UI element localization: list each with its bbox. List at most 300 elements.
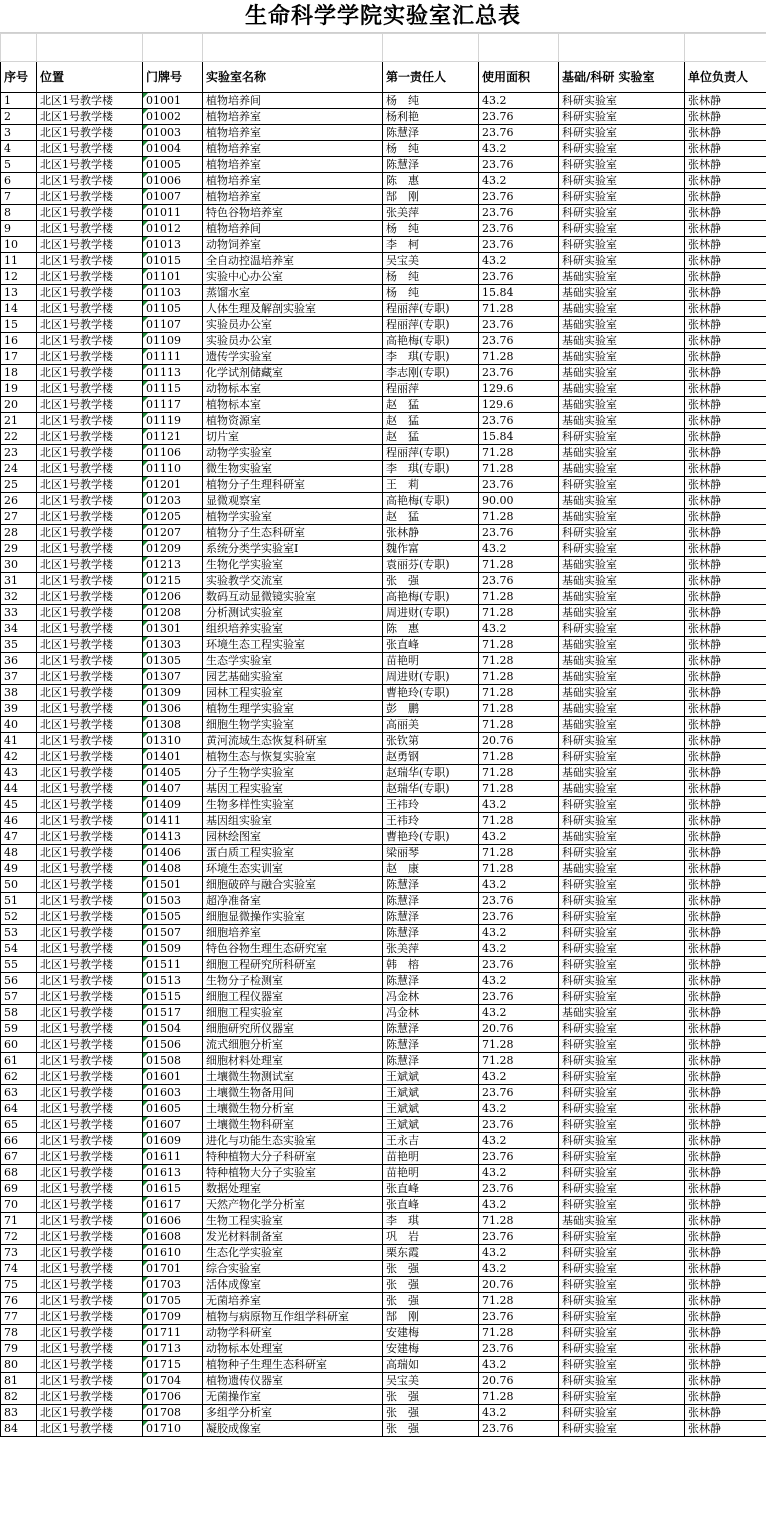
cell-location[interactable]: 北区1号教学楼 (37, 381, 143, 397)
cell-index[interactable]: 65 (1, 1117, 37, 1133)
cell-lab-type[interactable]: 科研实验室 (559, 1069, 685, 1085)
cell-area[interactable]: 23.76 (479, 1085, 559, 1101)
cell-lab-name[interactable]: 植物资源室 (203, 413, 383, 429)
cell-door-number[interactable]: 01209 (143, 541, 203, 557)
cell-location[interactable]: 北区1号教学楼 (37, 1293, 143, 1309)
cell-responsible-person[interactable]: 陈慧泽 (383, 973, 479, 989)
cell-area[interactable]: 43.2 (479, 1357, 559, 1373)
cell-area[interactable]: 20.76 (479, 1373, 559, 1389)
cell-area[interactable]: 71.28 (479, 813, 559, 829)
cell-index[interactable]: 32 (1, 589, 37, 605)
cell-door-number[interactable]: 01015 (143, 253, 203, 269)
cell-area[interactable]: 71.28 (479, 509, 559, 525)
cell-area[interactable]: 43.2 (479, 1005, 559, 1021)
cell-lab-type[interactable]: 基础实验室 (559, 397, 685, 413)
cell-door-number[interactable]: 01605 (143, 1101, 203, 1117)
cell-door-number[interactable]: 01504 (143, 1021, 203, 1037)
cell-lab-name[interactable]: 实验教学交流室 (203, 573, 383, 589)
cell-index[interactable]: 63 (1, 1085, 37, 1101)
cell-location[interactable]: 北区1号教学楼 (37, 1021, 143, 1037)
cell-responsible-person[interactable]: 张美萍 (383, 205, 479, 221)
cell-door-number[interactable]: 01205 (143, 509, 203, 525)
cell-unit-head[interactable]: 张林静 (685, 237, 766, 253)
cell-lab-name[interactable]: 植物培养室 (203, 173, 383, 189)
cell-responsible-person[interactable]: 杨利艳 (383, 109, 479, 125)
cell-index[interactable]: 38 (1, 685, 37, 701)
cell-location[interactable]: 北区1号教学楼 (37, 365, 143, 381)
cell-index[interactable]: 29 (1, 541, 37, 557)
cell-door-number[interactable]: 01508 (143, 1053, 203, 1069)
cell-lab-type[interactable]: 科研实验室 (559, 1245, 685, 1261)
cell-lab-name[interactable]: 动物饲养室 (203, 237, 383, 253)
cell-location[interactable]: 北区1号教学楼 (37, 493, 143, 509)
cell-door-number[interactable]: 01107 (143, 317, 203, 333)
cell-lab-type[interactable]: 科研实验室 (559, 1053, 685, 1069)
cell-location[interactable]: 北区1号教学楼 (37, 253, 143, 269)
cell-lab-type[interactable]: 科研实验室 (559, 957, 685, 973)
cell-index[interactable]: 50 (1, 877, 37, 893)
cell-index[interactable]: 81 (1, 1373, 37, 1389)
cell-lab-name[interactable]: 特色谷物生理生态研究室 (203, 941, 383, 957)
cell-lab-type[interactable]: 科研实验室 (559, 621, 685, 637)
cell-location[interactable]: 北区1号教学楼 (37, 877, 143, 893)
cell-lab-type[interactable]: 科研实验室 (559, 1357, 685, 1373)
cell-lab-name[interactable]: 显微观察室 (203, 493, 383, 509)
cell-responsible-person[interactable]: 张钦第 (383, 733, 479, 749)
cell-unit-head[interactable]: 张林静 (685, 509, 766, 525)
cell-location[interactable]: 北区1号教学楼 (37, 285, 143, 301)
cell-location[interactable]: 北区1号教学楼 (37, 909, 143, 925)
cell-index[interactable]: 27 (1, 509, 37, 525)
cell-index[interactable]: 26 (1, 493, 37, 509)
cell-area[interactable]: 43.2 (479, 829, 559, 845)
cell-area[interactable]: 43.2 (479, 253, 559, 269)
cell-area[interactable]: 71.28 (479, 845, 559, 861)
cell-index[interactable]: 62 (1, 1069, 37, 1085)
cell-lab-name[interactable]: 蛋白质工程实验室 (203, 845, 383, 861)
cell-responsible-person[interactable]: 陈慧泽 (383, 909, 479, 925)
cell-lab-type[interactable]: 科研实验室 (559, 173, 685, 189)
cell-responsible-person[interactable]: 赵 猛 (383, 413, 479, 429)
cell-index[interactable]: 33 (1, 605, 37, 621)
cell-unit-head[interactable]: 张林静 (685, 589, 766, 605)
cell-lab-type[interactable]: 科研实验室 (559, 477, 685, 493)
cell-unit-head[interactable]: 张林静 (685, 605, 766, 621)
cell-responsible-person[interactable]: 张直峰 (383, 1197, 479, 1213)
cell-door-number[interactable]: 01105 (143, 301, 203, 317)
cell-door-number[interactable]: 01711 (143, 1325, 203, 1341)
cell-lab-name[interactable]: 切片室 (203, 429, 383, 445)
cell-responsible-person[interactable]: 高艳梅(专职) (383, 333, 479, 349)
cell-area[interactable]: 23.76 (479, 125, 559, 141)
cell-index[interactable]: 22 (1, 429, 37, 445)
cell-area[interactable]: 20.76 (479, 1277, 559, 1293)
header-cell-location[interactable]: 位置 (37, 62, 143, 93)
cell-area[interactable]: 23.76 (479, 333, 559, 349)
cell-location[interactable]: 北区1号教学楼 (37, 1149, 143, 1165)
cell-location[interactable]: 北区1号教学楼 (37, 221, 143, 237)
cell-lab-name[interactable]: 凝胶成像室 (203, 1421, 383, 1437)
cell-unit-head[interactable]: 张林静 (685, 541, 766, 557)
cell-location[interactable]: 北区1号教学楼 (37, 765, 143, 781)
cell-area[interactable]: 71.28 (479, 1293, 559, 1309)
cell-lab-type[interactable]: 科研实验室 (559, 1389, 685, 1405)
cell-index[interactable]: 83 (1, 1405, 37, 1421)
cell-lab-name[interactable]: 土壤微生物分析室 (203, 1101, 383, 1117)
cell-lab-type[interactable]: 科研实验室 (559, 813, 685, 829)
cell-unit-head[interactable]: 张林静 (685, 749, 766, 765)
cell-lab-name[interactable]: 植物分子生理科研室 (203, 477, 383, 493)
cell-responsible-person[interactable]: 程丽萍 (383, 381, 479, 397)
cell-door-number[interactable]: 01708 (143, 1405, 203, 1421)
cell-location[interactable]: 北区1号教学楼 (37, 1357, 143, 1373)
cell-lab-type[interactable]: 基础实验室 (559, 573, 685, 589)
cell-lab-name[interactable]: 细胞工程仪器室 (203, 989, 383, 1005)
cell-unit-head[interactable]: 张林静 (685, 1325, 766, 1341)
cell-door-number[interactable]: 01106 (143, 445, 203, 461)
cell-index[interactable]: 76 (1, 1293, 37, 1309)
cell-lab-name[interactable]: 细胞生物学实验室 (203, 717, 383, 733)
cell-index[interactable]: 11 (1, 253, 37, 269)
cell-responsible-person[interactable]: 张 强 (383, 1277, 479, 1293)
cell-area[interactable]: 71.28 (479, 1053, 559, 1069)
cell-location[interactable]: 北区1号教学楼 (37, 973, 143, 989)
cell-door-number[interactable]: 01113 (143, 365, 203, 381)
cell-area[interactable]: 71.28 (479, 765, 559, 781)
cell-unit-head[interactable]: 张林静 (685, 173, 766, 189)
cell-area[interactable]: 15.84 (479, 429, 559, 445)
cell-lab-type[interactable]: 科研实验室 (559, 1149, 685, 1165)
cell-area[interactable]: 71.28 (479, 461, 559, 477)
cell-lab-type[interactable]: 科研实验室 (559, 253, 685, 269)
cell-lab-name[interactable]: 特种植物大分子科研室 (203, 1149, 383, 1165)
cell-responsible-person[interactable]: 陈慧泽 (383, 877, 479, 893)
cell-responsible-person[interactable]: 张美萍 (383, 941, 479, 957)
cell-unit-head[interactable]: 张林静 (685, 1261, 766, 1277)
cell-unit-head[interactable]: 张林静 (685, 717, 766, 733)
cell-door-number[interactable]: 01611 (143, 1149, 203, 1165)
cell-lab-type[interactable]: 基础实验室 (559, 861, 685, 877)
cell-responsible-person[interactable]: 王斌斌 (383, 1069, 479, 1085)
cell-location[interactable]: 北区1号教学楼 (37, 1213, 143, 1229)
cell-lab-type[interactable]: 基础实验室 (559, 285, 685, 301)
cell-door-number[interactable]: 01704 (143, 1373, 203, 1389)
cell-responsible-person[interactable]: 赵瑞华(专职) (383, 781, 479, 797)
cell-door-number[interactable]: 01408 (143, 861, 203, 877)
cell-lab-type[interactable]: 科研实验室 (559, 733, 685, 749)
cell-responsible-person[interactable]: 曹艳玲(专职) (383, 829, 479, 845)
cell-lab-type[interactable]: 科研实验室 (559, 125, 685, 141)
cell-area[interactable]: 23.76 (479, 957, 559, 973)
cell-lab-type[interactable]: 基础实验室 (559, 685, 685, 701)
cell-location[interactable]: 北区1号教学楼 (37, 1309, 143, 1325)
cell-lab-name[interactable]: 植物与病原物互作组学科研室 (203, 1309, 383, 1325)
cell-location[interactable]: 北区1号教学楼 (37, 621, 143, 637)
cell-lab-name[interactable]: 植物生态与恢复实验室 (203, 749, 383, 765)
cell-index[interactable]: 2 (1, 109, 37, 125)
cell-unit-head[interactable]: 张林静 (685, 1005, 766, 1021)
cell-unit-head[interactable]: 张林静 (685, 861, 766, 877)
cell-lab-type[interactable]: 基础实验室 (559, 269, 685, 285)
cell-area[interactable]: 71.28 (479, 701, 559, 717)
cell-lab-name[interactable]: 园林绘图室 (203, 829, 383, 845)
cell-lab-type[interactable]: 基础实验室 (559, 1005, 685, 1021)
cell-lab-type[interactable]: 科研实验室 (559, 1085, 685, 1101)
cell-responsible-person[interactable]: 李志刚(专职) (383, 365, 479, 381)
cell-area[interactable]: 71.28 (479, 1325, 559, 1341)
cell-index[interactable]: 58 (1, 1005, 37, 1021)
cell-location[interactable]: 北区1号教学楼 (37, 1069, 143, 1085)
cell-door-number[interactable]: 01203 (143, 493, 203, 509)
cell-responsible-person[interactable]: 张 强 (383, 1389, 479, 1405)
cell-unit-head[interactable]: 张林静 (685, 525, 766, 541)
cell-index[interactable]: 9 (1, 221, 37, 237)
cell-index[interactable]: 7 (1, 189, 37, 205)
cell-lab-type[interactable]: 科研实验室 (559, 429, 685, 445)
cell-lab-type[interactable]: 科研实验室 (559, 877, 685, 893)
cell-unit-head[interactable]: 张林静 (685, 621, 766, 637)
cell-lab-name[interactable]: 动物学科研室 (203, 1325, 383, 1341)
cell-lab-name[interactable]: 生物分子检测室 (203, 973, 383, 989)
cell-area[interactable]: 20.76 (479, 1021, 559, 1037)
cell-lab-type[interactable]: 基础实验室 (559, 589, 685, 605)
cell-area[interactable]: 71.28 (479, 445, 559, 461)
cell-unit-head[interactable]: 张林静 (685, 573, 766, 589)
cell-lab-name[interactable]: 细胞破碎与融合实验室 (203, 877, 383, 893)
cell-area[interactable]: 43.2 (479, 1101, 559, 1117)
cell-responsible-person[interactable]: 安建梅 (383, 1341, 479, 1357)
cell-area[interactable]: 43.2 (479, 541, 559, 557)
cell-responsible-person[interactable]: 周进财(专职) (383, 669, 479, 685)
cell-location[interactable]: 北区1号教学楼 (37, 1037, 143, 1053)
cell-lab-name[interactable]: 基因工程实验室 (203, 781, 383, 797)
cell-lab-type[interactable]: 科研实验室 (559, 1133, 685, 1149)
cell-area[interactable]: 15.84 (479, 285, 559, 301)
cell-area[interactable]: 43.2 (479, 973, 559, 989)
cell-lab-type[interactable]: 科研实验室 (559, 1117, 685, 1133)
cell-lab-name[interactable]: 植物培养室 (203, 189, 383, 205)
cell-unit-head[interactable]: 张林静 (685, 445, 766, 461)
cell-door-number[interactable]: 01511 (143, 957, 203, 973)
cell-index[interactable]: 19 (1, 381, 37, 397)
cell-location[interactable]: 北区1号教学楼 (37, 861, 143, 877)
cell-door-number[interactable]: 01615 (143, 1181, 203, 1197)
cell-lab-type[interactable]: 基础实验室 (559, 781, 685, 797)
cell-unit-head[interactable]: 张林静 (685, 973, 766, 989)
cell-location[interactable]: 北区1号教学楼 (37, 797, 143, 813)
cell-lab-name[interactable]: 园艺基础实验室 (203, 669, 383, 685)
cell-area[interactable]: 43.2 (479, 621, 559, 637)
cell-door-number[interactable]: 01715 (143, 1357, 203, 1373)
cell-door-number[interactable]: 01307 (143, 669, 203, 685)
cell-area[interactable]: 71.28 (479, 349, 559, 365)
cell-location[interactable]: 北区1号教学楼 (37, 669, 143, 685)
cell-responsible-person[interactable]: 赵 猛 (383, 509, 479, 525)
cell-location[interactable]: 北区1号教学楼 (37, 141, 143, 157)
cell-location[interactable]: 北区1号教学楼 (37, 1341, 143, 1357)
cell-area[interactable]: 43.2 (479, 141, 559, 157)
cell-responsible-person[interactable]: 程丽萍(专职) (383, 301, 479, 317)
cell-responsible-person[interactable]: 张直峰 (383, 1181, 479, 1197)
cell-index[interactable]: 84 (1, 1421, 37, 1437)
cell-area[interactable]: 71.28 (479, 653, 559, 669)
cell-unit-head[interactable]: 张林静 (685, 637, 766, 653)
cell-index[interactable]: 43 (1, 765, 37, 781)
cell-area[interactable]: 23.76 (479, 1341, 559, 1357)
cell-index[interactable]: 45 (1, 797, 37, 813)
cell-area[interactable]: 20.76 (479, 733, 559, 749)
cell-unit-head[interactable]: 张林静 (685, 317, 766, 333)
cell-unit-head[interactable]: 张林静 (685, 205, 766, 221)
cell-location[interactable]: 北区1号教学楼 (37, 349, 143, 365)
cell-door-number[interactable]: 01306 (143, 701, 203, 717)
cell-area[interactable]: 71.28 (479, 1037, 559, 1053)
cell-unit-head[interactable]: 张林静 (685, 1405, 766, 1421)
cell-index[interactable]: 59 (1, 1021, 37, 1037)
cell-responsible-person[interactable]: 魏作富 (383, 541, 479, 557)
cell-index[interactable]: 57 (1, 989, 37, 1005)
cell-lab-name[interactable]: 超净准备室 (203, 893, 383, 909)
cell-area[interactable]: 23.76 (479, 221, 559, 237)
cell-lab-type[interactable]: 科研实验室 (559, 1037, 685, 1053)
cell-lab-name[interactable]: 活体成像室 (203, 1277, 383, 1293)
cell-unit-head[interactable]: 张林静 (685, 125, 766, 141)
cell-responsible-person[interactable]: 韩 榕 (383, 957, 479, 973)
cell-lab-type[interactable]: 基础实验室 (559, 509, 685, 525)
cell-unit-head[interactable]: 张林静 (685, 701, 766, 717)
cell-lab-name[interactable]: 环境生态工程实验室 (203, 637, 383, 653)
cell-door-number[interactable]: 01603 (143, 1085, 203, 1101)
cell-lab-type[interactable]: 科研实验室 (559, 141, 685, 157)
cell-door-number[interactable]: 01115 (143, 381, 203, 397)
cell-lab-type[interactable]: 基础实验室 (559, 669, 685, 685)
cell-unit-head[interactable]: 张林静 (685, 1165, 766, 1181)
cell-index[interactable]: 40 (1, 717, 37, 733)
cell-location[interactable]: 北区1号教学楼 (37, 445, 143, 461)
cell-index[interactable]: 80 (1, 1357, 37, 1373)
cell-index[interactable]: 66 (1, 1133, 37, 1149)
cell-lab-name[interactable]: 植物培养室 (203, 141, 383, 157)
cell-lab-type[interactable]: 科研实验室 (559, 973, 685, 989)
cell-responsible-person[interactable]: 巩 岩 (383, 1229, 479, 1245)
cell-unit-head[interactable]: 张林静 (685, 1373, 766, 1389)
cell-location[interactable]: 北区1号教学楼 (37, 1165, 143, 1181)
cell-location[interactable]: 北区1号教学楼 (37, 237, 143, 253)
cell-responsible-person[interactable]: 王祎玲 (383, 813, 479, 829)
cell-responsible-person[interactable]: 吴宝美 (383, 253, 479, 269)
cell-lab-type[interactable]: 科研实验室 (559, 205, 685, 221)
cell-responsible-person[interactable]: 李 琪 (383, 1213, 479, 1229)
cell-location[interactable]: 北区1号教学楼 (37, 749, 143, 765)
cell-location[interactable]: 北区1号教学楼 (37, 525, 143, 541)
cell-lab-name[interactable]: 动物标本处理室 (203, 1341, 383, 1357)
cell-index[interactable]: 20 (1, 397, 37, 413)
cell-lab-type[interactable]: 科研实验室 (559, 1197, 685, 1213)
cell-area[interactable]: 129.6 (479, 381, 559, 397)
cell-location[interactable]: 北区1号教学楼 (37, 1373, 143, 1389)
cell-location[interactable]: 北区1号教学楼 (37, 269, 143, 285)
cell-area[interactable]: 71.28 (479, 749, 559, 765)
header-cell-area[interactable]: 使用面积 (479, 62, 559, 93)
cell-unit-head[interactable]: 张林静 (685, 253, 766, 269)
cell-lab-name[interactable]: 生态化学实验室 (203, 1245, 383, 1261)
cell-unit-head[interactable]: 张林静 (685, 653, 766, 669)
cell-location[interactable]: 北区1号教学楼 (37, 957, 143, 973)
cell-door-number[interactable]: 01705 (143, 1293, 203, 1309)
cell-unit-head[interactable]: 张林静 (685, 733, 766, 749)
cell-index[interactable]: 82 (1, 1389, 37, 1405)
cell-door-number[interactable]: 01006 (143, 173, 203, 189)
cell-door-number[interactable]: 01609 (143, 1133, 203, 1149)
cell-location[interactable]: 北区1号教学楼 (37, 333, 143, 349)
cell-door-number[interactable]: 01601 (143, 1069, 203, 1085)
cell-lab-type[interactable]: 基础实验室 (559, 317, 685, 333)
cell-unit-head[interactable]: 张林静 (685, 365, 766, 381)
cell-location[interactable]: 北区1号教学楼 (37, 925, 143, 941)
cell-area[interactable]: 23.76 (479, 893, 559, 909)
cell-responsible-person[interactable]: 赵 猛 (383, 429, 479, 445)
cell-lab-type[interactable]: 科研实验室 (559, 93, 685, 109)
cell-index[interactable]: 10 (1, 237, 37, 253)
cell-lab-name[interactable]: 无菌操作室 (203, 1389, 383, 1405)
cell-responsible-person[interactable]: 赵勇钢 (383, 749, 479, 765)
cell-lab-name[interactable]: 植物培养室 (203, 109, 383, 125)
cell-responsible-person[interactable]: 郜 刚 (383, 1309, 479, 1325)
cell-area[interactable]: 71.28 (479, 861, 559, 877)
cell-door-number[interactable]: 01003 (143, 125, 203, 141)
cell-lab-name[interactable]: 系统分类学实验室Ⅰ (203, 541, 383, 557)
cell-door-number[interactable]: 01507 (143, 925, 203, 941)
cell-responsible-person[interactable]: 陈慧泽 (383, 157, 479, 173)
cell-index[interactable]: 44 (1, 781, 37, 797)
cell-location[interactable]: 北区1号教学楼 (37, 1101, 143, 1117)
cell-index[interactable]: 36 (1, 653, 37, 669)
cell-lab-name[interactable]: 实验员办公室 (203, 333, 383, 349)
cell-unit-head[interactable]: 张林静 (685, 909, 766, 925)
header-cell-door-number[interactable]: 门牌号 (143, 62, 203, 93)
cell-lab-name[interactable]: 人体生理及解剖实验室 (203, 301, 383, 317)
cell-responsible-person[interactable]: 张 强 (383, 1405, 479, 1421)
cell-lab-type[interactable]: 科研实验室 (559, 1293, 685, 1309)
cell-location[interactable]: 北区1号教学楼 (37, 477, 143, 493)
cell-location[interactable]: 北区1号教学楼 (37, 1389, 143, 1405)
cell-unit-head[interactable]: 张林静 (685, 1229, 766, 1245)
cell-unit-head[interactable]: 张林静 (685, 989, 766, 1005)
cell-responsible-person[interactable]: 张 强 (383, 1293, 479, 1309)
cell-responsible-person[interactable]: 彭 鹏 (383, 701, 479, 717)
header-cell-lab-name[interactable]: 实验室名称 (203, 62, 383, 93)
cell-index[interactable]: 74 (1, 1261, 37, 1277)
cell-area[interactable]: 23.76 (479, 1309, 559, 1325)
cell-lab-name[interactable]: 实验员办公室 (203, 317, 383, 333)
cell-area[interactable]: 129.6 (479, 397, 559, 413)
cell-lab-type[interactable]: 基础实验室 (559, 413, 685, 429)
cell-lab-name[interactable]: 细胞材料处理室 (203, 1053, 383, 1069)
cell-door-number[interactable]: 01121 (143, 429, 203, 445)
cell-lab-name[interactable]: 特色谷物培养室 (203, 205, 383, 221)
cell-lab-name[interactable]: 综合实验室 (203, 1261, 383, 1277)
cell-area[interactable]: 43.2 (479, 93, 559, 109)
cell-lab-name[interactable]: 植物培养室 (203, 157, 383, 173)
cell-unit-head[interactable]: 张林静 (685, 381, 766, 397)
cell-unit-head[interactable]: 张林静 (685, 1069, 766, 1085)
cell-door-number[interactable]: 01513 (143, 973, 203, 989)
cell-lab-type[interactable]: 科研实验室 (559, 1421, 685, 1437)
cell-location[interactable]: 北区1号教学楼 (37, 1325, 143, 1341)
cell-unit-head[interactable]: 张林静 (685, 269, 766, 285)
cell-index[interactable]: 72 (1, 1229, 37, 1245)
cell-index[interactable]: 16 (1, 333, 37, 349)
